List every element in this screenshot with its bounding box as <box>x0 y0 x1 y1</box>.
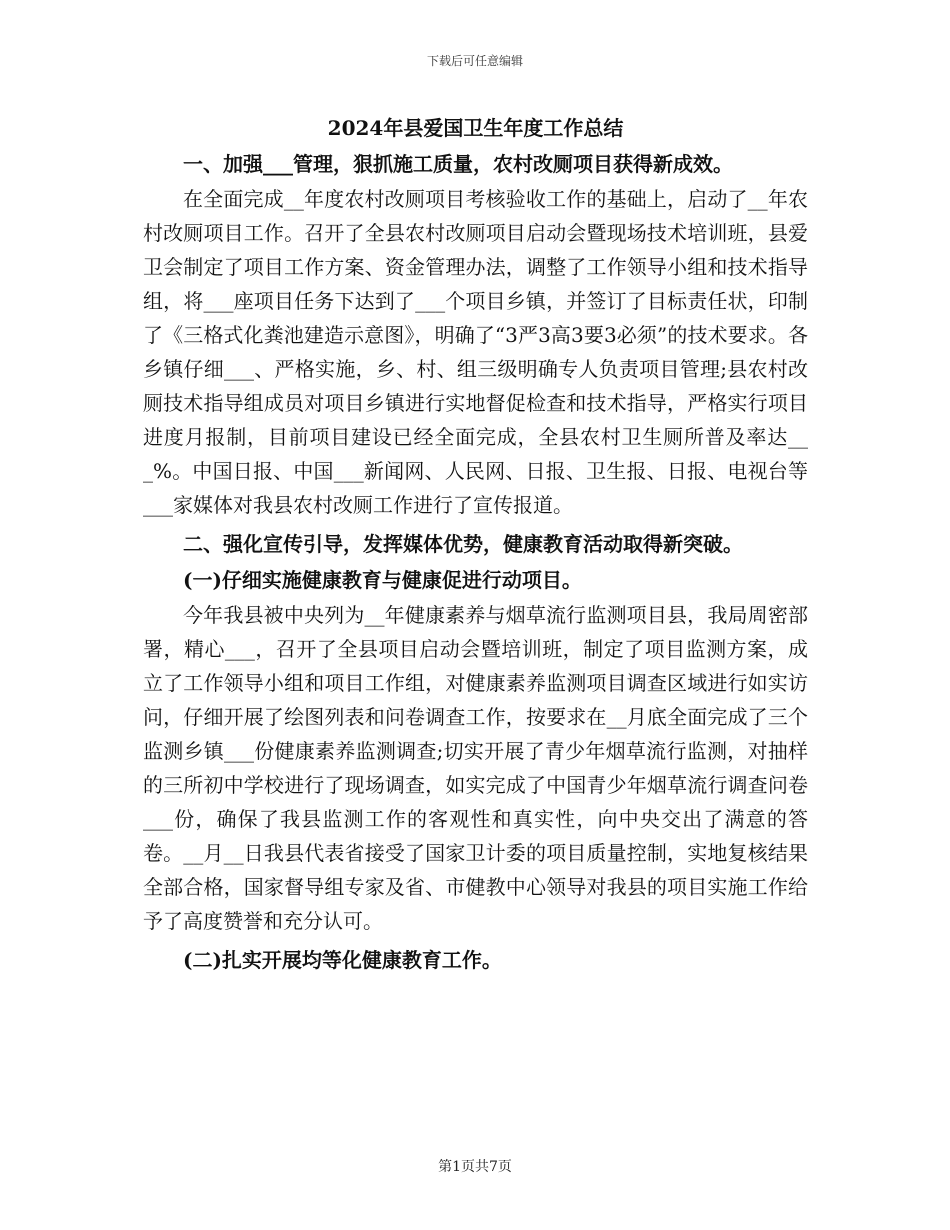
section-2-subheading-1: (一)仔细实施健康教育与健康促进行动项目。 <box>183 568 582 592</box>
section-2-paragraph: 今年我县被中央列为__年健康素养与烟草流行监测项目县，我局周密部署，精心___，召开了全县项目启动会暨培训班，制定了项目监测方案，成立了工作领导小组和项目工作组，对健康素养监测项目调查区域进行如实访问，仔细开展了绘图列表和问卷调查工作，按要求在__月底全面完成了三个监测乡镇___份健康素养监测调查;切实开展了青少年烟草流行监测，对抽样的三所初中学校进行了现场调查，如实完成了中国青少年烟草流行调查问卷___份，确保了我县监测工作的客观性和真实性，向中央交出了满意的答卷。__月__日我县代表省接受了国家卫计委的项目质量控制，实地复核结果全部合格，国家督导组专家及省、市健教中心领导对我县的项目实施工作给予了高度赞誉和充分认可。 <box>143 603 808 933</box>
section-1-paragraph: 在全面完成__年度农村改厕项目考核验收工作的基础上，启动了__年农村改厕项目工作。召开了全县农村改厕项目启动会暨现场技术培训班，县爱卫会制定了项目工作方案、资金管理办法，调整了工作领导小组和技术指导组，将___座项目任务下达到了___个项目乡镇，并签订了目标责任状，印制了《三格式化粪池建造示意图》，明确了“3严3高3要3必须”的技术要求。各乡镇仔细___、严格实施，乡、村、组三级明确专人负责项目管理;县农村改厕技术指导组成员对项目乡镇进行实地督促检查和技术指导，严格实行项目进度月报制，目前项目建设已经全面完成，全县农村卫生厕所普及率达___%。中国日报、中国___新闻网、人民网、日报、卫生报、日报、电视台等___家媒体对我县农村改厕工作进行了宣传报道。 <box>143 187 808 517</box>
section-1-heading: 一、加强___管理，狠抓施工质量，农村改厕项目获得新成效。 <box>183 152 733 176</box>
document-body <box>143 110 808 978</box>
document-title: 2024年县爱国卫生年度工作总结 <box>327 116 624 140</box>
page-header-note: 下载后可任意编辑 <box>426 54 523 68</box>
section-2-heading: 二、强化宣传引导，发挥媒体优势，健康教育活动取得新突破。 <box>183 532 743 556</box>
section-2-subheading-2: (二)扎实开展均等化健康教育工作。 <box>183 948 502 972</box>
page-number: 第1页共7页 <box>438 1159 512 1175</box>
